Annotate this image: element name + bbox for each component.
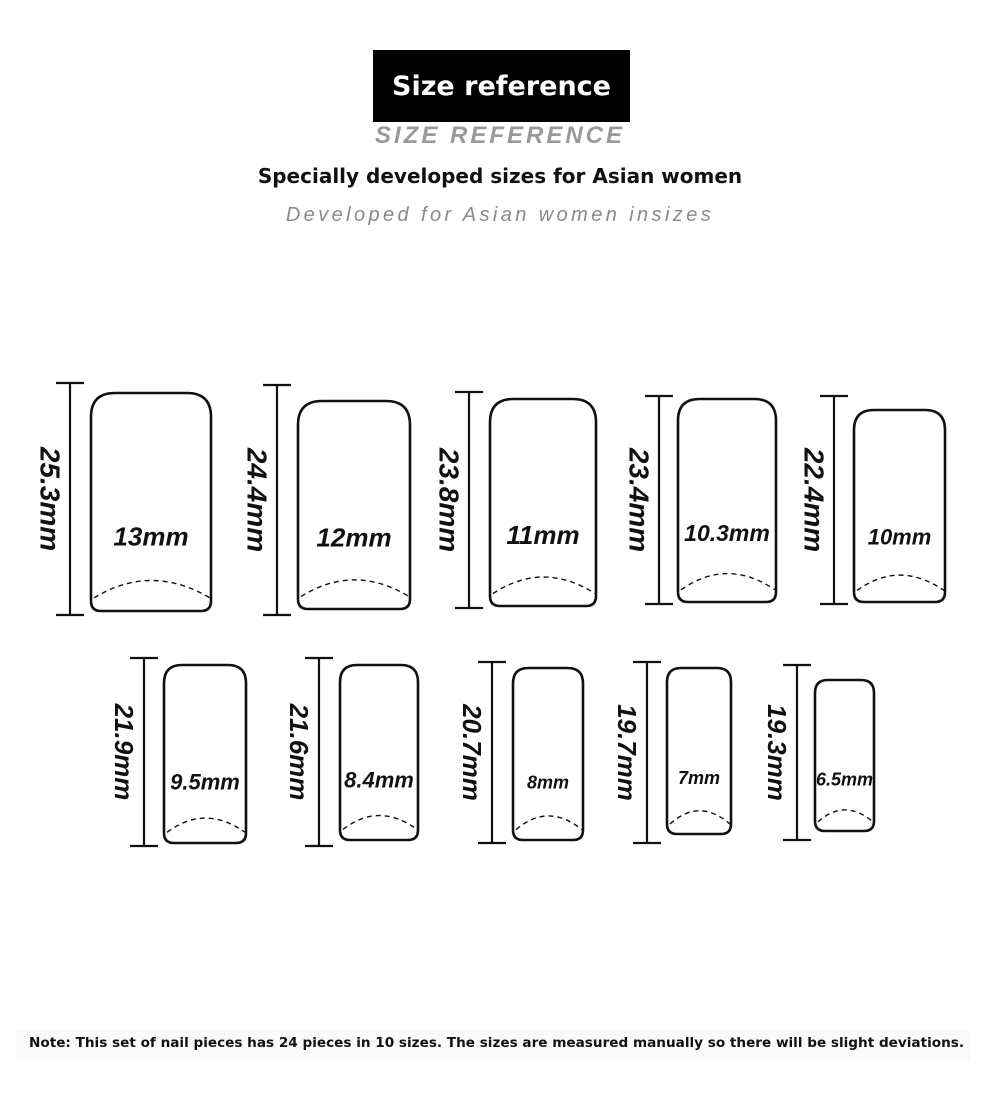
nail-size-item: [109, 658, 246, 846]
nail-outline: [490, 399, 596, 606]
cuticle-dashed-line: [94, 580, 210, 597]
width-label: 10.3mm: [684, 520, 770, 547]
length-label: 22.4mm: [798, 447, 830, 553]
length-label: 24.4mm: [241, 447, 273, 553]
cuticle-dashed-line: [516, 816, 582, 830]
width-label: 6.5mm: [815, 769, 874, 790]
nail-outline: [854, 410, 945, 602]
width-label: 12mm: [316, 522, 392, 553]
nail-outline: [340, 665, 418, 840]
length-label: 23.8mm: [433, 447, 465, 553]
nail-outline: [164, 665, 246, 843]
nail-size-item: [242, 385, 410, 615]
subtitle: SIZE REFERENCE: [374, 122, 626, 149]
headline: Specially developed sizes for Asian women: [257, 164, 743, 188]
nail-outline: [513, 668, 583, 840]
cuticle-dashed-line: [493, 577, 595, 594]
length-label: 21.6mm: [284, 703, 315, 801]
nail-size-item: [35, 383, 211, 615]
nail-outline: [678, 399, 776, 602]
nail-size-item: [762, 665, 874, 840]
nail-outline: [298, 401, 410, 609]
cuticle-dashed-line: [343, 816, 417, 830]
tagline: Developed for Asian women insizes: [285, 204, 715, 226]
length-label: 23.4mm: [623, 447, 655, 553]
cuticle-dashed-line: [167, 818, 245, 832]
cuticle-dashed-line: [857, 575, 944, 590]
width-label: 10mm: [867, 524, 932, 550]
width-label: 8mm: [526, 772, 570, 793]
nail-outline: [815, 680, 874, 831]
width-label: 8.4mm: [344, 767, 414, 793]
nail-size-item: [624, 396, 776, 604]
nail-size-item: [612, 662, 731, 843]
length-label: 21.9mm: [109, 703, 140, 801]
nail-outline: [667, 668, 731, 834]
nail-outline: [91, 393, 211, 611]
width-label: 9.5mm: [170, 769, 240, 795]
length-label: 20.7mm: [457, 704, 488, 801]
width-label: 7mm: [677, 768, 721, 789]
nail-size-item: [799, 396, 945, 604]
width-label: 13mm: [113, 521, 189, 552]
cuticle-dashed-line: [681, 574, 775, 590]
cuticle-dashed-line: [301, 580, 409, 597]
nail-size-item: [284, 658, 418, 846]
cuticle-dashed-line: [670, 811, 730, 824]
length-label: 19.7mm: [612, 704, 643, 801]
nail-size-item: [457, 662, 583, 843]
cuticle-dashed-line: [818, 810, 873, 822]
length-label: 25.3mm: [34, 446, 66, 552]
width-label: 11mm: [506, 519, 580, 550]
nail-size-item: [434, 392, 596, 608]
page-title: Size reference: [392, 70, 611, 102]
note-text: Note: This set of nail pieces has 24 pieces in 10 sizes. The sizes are measured manually so there will be slight deviations.: [29, 1035, 965, 1051]
length-label: 19.3mm: [762, 704, 793, 801]
